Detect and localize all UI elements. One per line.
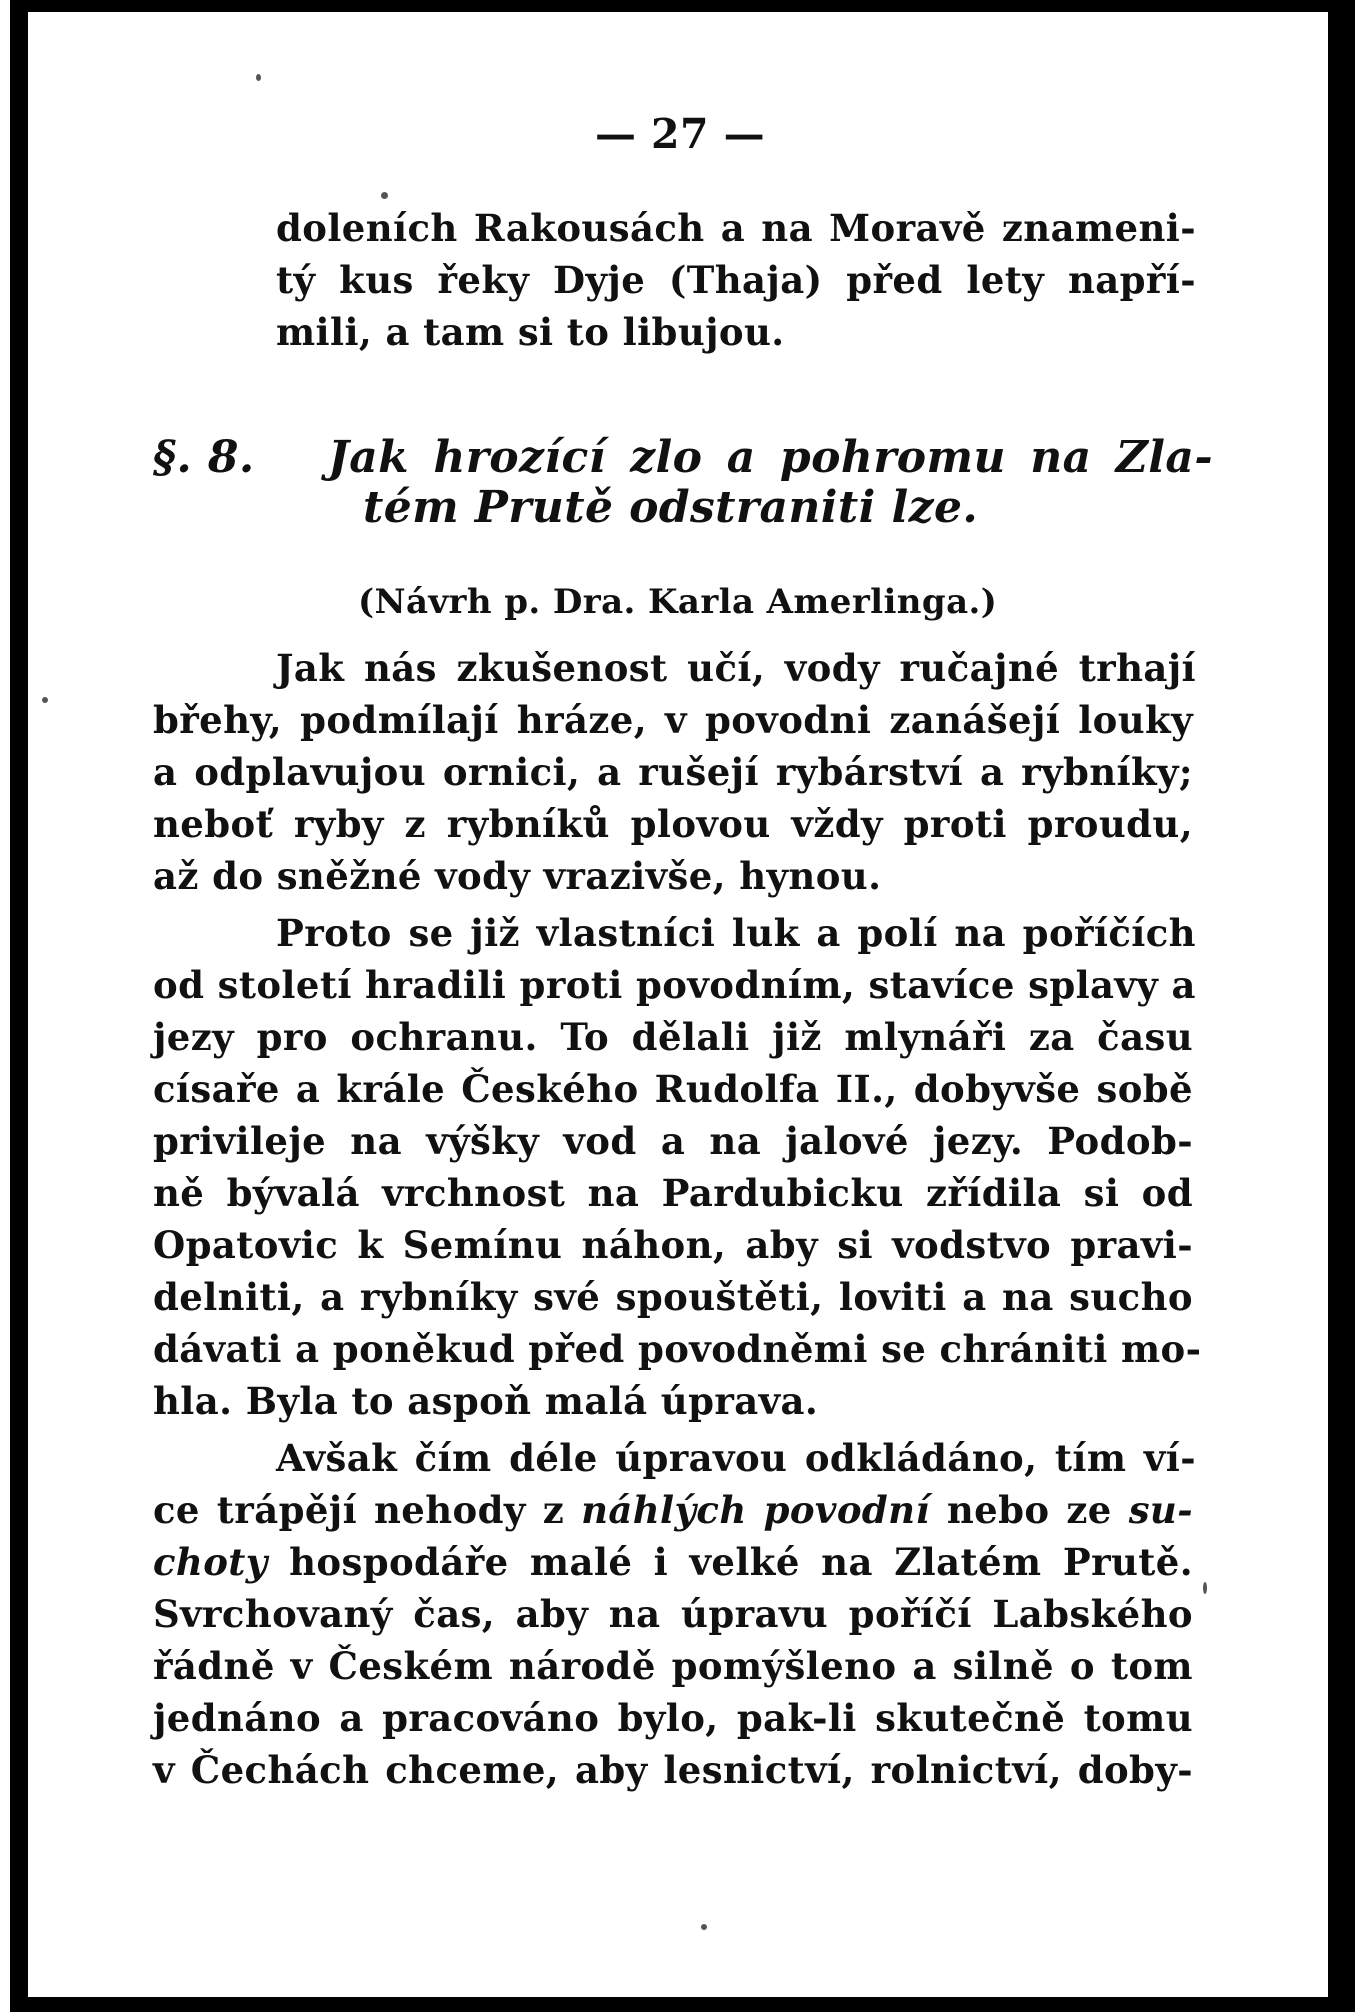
- scan-speck: [42, 697, 48, 703]
- section-title: Jak hrozící zlo a pohromu na Zla-: [328, 432, 1213, 483]
- emphasis-run: su-: [1128, 1488, 1193, 1532]
- scan-speck: [701, 1924, 707, 1930]
- emphasis-run: náhlých povodní: [581, 1488, 930, 1532]
- book-page: [28, 12, 1328, 1997]
- paragraph-line: jednáno a pracováno bylo, pak-li skutečně tomu: [153, 1696, 1193, 1740]
- paragraph-line: [153, 1484, 1193, 1536]
- paragraph-line: ně bývalá vrchnost na Pardubicku zřídila si od: [153, 1171, 1193, 1215]
- section-title: tém Prutě odstraniti lze.: [363, 482, 979, 533]
- scan-edge-right: [1328, 0, 1355, 2012]
- scan-speck: [256, 74, 261, 81]
- paragraph-line: Svrchovaný čas, aby na úpravu poříčí Labského: [153, 1592, 1193, 1636]
- paragraph-line: Proto se již vlastníci luk a polí na poříčích: [276, 911, 1196, 955]
- intro-line: mili, a tam si to libujou.: [276, 310, 785, 354]
- paragraph-line: Opatovic k Semínu náhon, aby si vodstvo pravi-: [153, 1223, 1193, 1267]
- paragraph-line: dávati a poněkud před povodněmi se chrániti mo-: [153, 1327, 1202, 1371]
- paragraph-line: břehy, podmílají hráze, v povodni zanášejí louky: [153, 698, 1193, 742]
- paragraph-line: a odplavujou ornici, a rušejí rybárství a rybníky;: [153, 750, 1193, 794]
- emphasis-run: choty: [153, 1540, 268, 1584]
- paragraph-line: v Čechách chceme, aby lesnictví, rolnictví, doby-: [153, 1748, 1193, 1792]
- text-run: nebo ze: [929, 1488, 1129, 1532]
- page-number: — 27 —: [594, 110, 765, 158]
- paragraph-line: [153, 1536, 1193, 1588]
- section-mark: §. 8.: [153, 432, 255, 483]
- scan-edge-left: [0, 0, 14, 2012]
- intro-line: doleních Rakousách a na Moravě znameni-: [276, 206, 1196, 250]
- paragraph-line: až do sněžné vody vrazivše, hynou.: [153, 854, 882, 898]
- author-note: (Návrh p. Dra. Karla Amerlinga.): [358, 582, 998, 622]
- paragraph-line: řádně v Českém národě pomýšleno a silně o tom: [153, 1644, 1193, 1688]
- paragraph-line: císaře a krále Českého Rudolfa II., dobyvše sobě: [153, 1067, 1193, 1111]
- paragraph-line: hla. Byla to aspoň malá úprava.: [153, 1379, 819, 1423]
- paragraph-line: Avšak čím déle úpravou odkládáno, tím ví-: [276, 1436, 1196, 1480]
- intro-line: tý kus řeky Dyje (Thaja) před lety napří-: [276, 258, 1196, 302]
- scan-speck: [1203, 1582, 1207, 1594]
- paragraph-line: jezy pro ochranu. To dělali již mlynáři za času: [153, 1015, 1193, 1059]
- text-run: ce trápějí nehody z: [153, 1488, 582, 1532]
- paragraph-line: Jak nás zkušenost učí, vody ručajné trhají: [276, 646, 1196, 690]
- paragraph-line: neboť ryby z rybníků plovou vždy proti proudu,: [153, 802, 1193, 846]
- paragraph-line: privileje na výšky vod a na jalové jezy. Podob-: [153, 1119, 1193, 1163]
- paragraph-line: od století hradili proti povodním, stavíce splavy a: [153, 963, 1196, 1007]
- scan-speck: [381, 192, 388, 199]
- text-run: hospodáře malé i velké na Zlatém Prutě.: [267, 1540, 1193, 1584]
- paragraph-line: delniti, a rybníky své spouštěti, loviti a na sucho: [153, 1275, 1193, 1319]
